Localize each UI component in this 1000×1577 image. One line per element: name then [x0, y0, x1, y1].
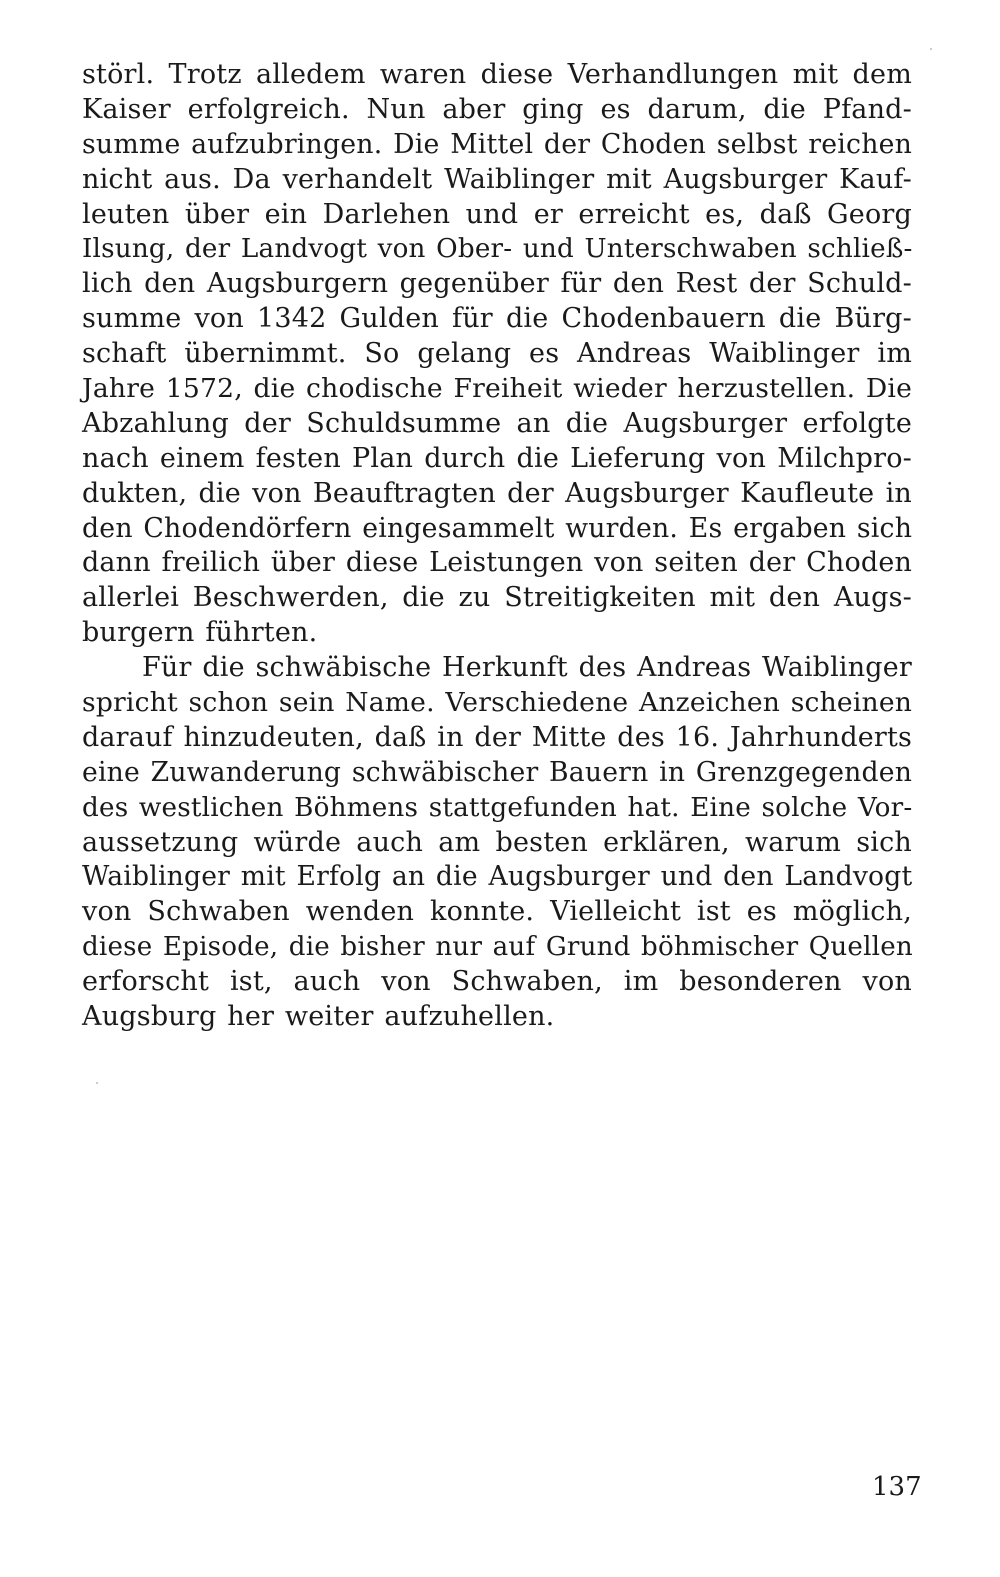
text-line: lich den Augsburgern gegenüber für den Rest der Schuld- — [82, 268, 912, 300]
scan-speck — [96, 1082, 98, 1084]
scan-speck — [930, 48, 932, 50]
text-line: dann freilich über diese Leistungen von seiten der Choden — [82, 547, 912, 579]
text-line: spricht schon sein Name. Verschiedene Anzeichen scheinen — [82, 687, 913, 719]
text-line: eine Zuwanderung schwäbischer Bauern in Grenzgegenden — [82, 756, 913, 788]
text-line: burgern führten. — [82, 617, 318, 649]
text-line: Kaiser erfolgreich. Nun aber ging es darum, die Pfand- — [82, 93, 912, 125]
text-line: Ilsung, der Landvogt von Ober- und Unterschwaben schließ- — [82, 234, 913, 265]
text-line: leuten über ein Darlehen und er erreicht es, daß Georg — [82, 198, 912, 230]
body-text — [82, 58, 912, 1035]
text-line: nicht aus. Da verhandelt Waiblinger mit Augsburger Kauf- — [82, 163, 912, 195]
text-line: summe von 1342 Gulden für die Chodenbauern die Bürg- — [82, 303, 912, 335]
paragraph-1 — [82, 58, 912, 651]
text-line: erforscht ist, auch von Schwaben, im besonderen von — [82, 966, 912, 998]
text-line: Waiblinger mit Erfolg an die Augsburger und den Landvogt — [82, 861, 913, 893]
text-line: schaft übernimmt. So gelang es Andreas Waiblinger im — [82, 338, 912, 370]
text-line: summe aufzubringen. Die Mittel der Choden selbst reichen — [82, 128, 913, 160]
text-line: den Chodendörfern eingesammelt wurden. Es ergaben sich — [82, 512, 913, 544]
text-line: Für die schwäbische Herkunft des Andreas Waiblinger — [142, 652, 912, 684]
text-line: diese Episode, die bisher nur auf Grund böhmischer Quellen — [82, 932, 913, 963]
text-line: des westlichen Böhmens stattgefunden hat. Eine solche Vor- — [82, 792, 913, 823]
text-line: darauf hinzudeuten, daß in der Mitte des 16. Jahrhunderts — [82, 721, 912, 753]
text-line: nach einem festen Plan durch die Lieferung von Milchpro- — [82, 442, 912, 474]
text-line: aussetzung würde auch am besten erklären, warum sich — [82, 826, 912, 858]
text-line: Augsburg her weiter aufzuhellen. — [82, 1001, 555, 1033]
text-line: Abzahlung der Schuldsumme an die Augsburger erfolgte — [82, 407, 912, 439]
text-line: von Schwaben wenden konnte. Vielleicht ist es möglich, — [82, 896, 912, 928]
paragraph-2 — [82, 651, 912, 1035]
page-number: 137 — [872, 1472, 922, 1502]
text-line: allerlei Beschwerden, die zu Streitigkeiten mit den Augs- — [82, 582, 912, 614]
text-line: Jahre 1572, die chodische Freiheit wieder herzustellen. Die — [82, 373, 913, 405]
text-line: dukten, die von Beauftragten der Augsburger Kaufleute in — [82, 477, 912, 509]
text-line: störl. Trotz alledem waren diese Verhandlungen mit dem — [82, 59, 912, 90]
